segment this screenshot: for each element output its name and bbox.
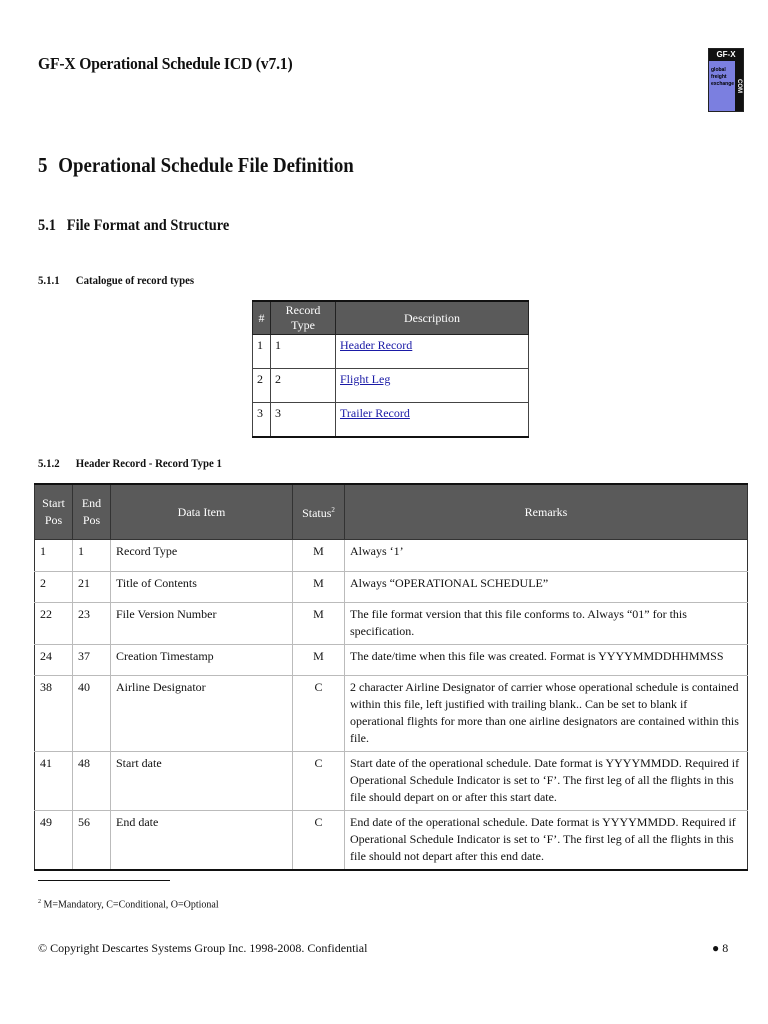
cell-description — [336, 335, 529, 369]
table-row — [35, 752, 748, 811]
page-number: ● 8 — [712, 941, 729, 955]
cell-status: C — [293, 676, 345, 752]
header-record-heading — [38, 456, 222, 471]
cell-end-pos: 23 — [73, 603, 111, 645]
section-number: 5 — [38, 153, 48, 177]
cell-start-pos: 24 — [35, 645, 73, 676]
cell-remarks: Always “OPERATIONAL SCHEDULE” — [345, 572, 748, 603]
cell-remarks: End date of the operational schedule. Date format is YYYYMMDD. Required if Operational Schedule Indicator is set to ‘F’. The first leg of all the flights in this file should not depart after this end date. — [345, 811, 748, 871]
gfx-logo — [708, 48, 744, 112]
cell-status: M — [293, 603, 345, 645]
cell-data-item: File Version Number — [111, 603, 293, 645]
footnote-marker: 2 — [38, 899, 41, 905]
column-header-status — [293, 484, 345, 540]
record-types-table — [252, 300, 529, 438]
column-header-number: # — [253, 301, 271, 335]
section-title: Operational Schedule File Definition — [58, 153, 354, 177]
cell-number: 1 — [253, 335, 271, 369]
table-row — [253, 403, 529, 438]
cell-record-type: 1 — [271, 335, 336, 369]
flight-leg-link[interactable]: Flight Leg — [340, 372, 391, 386]
cell-remarks: Start date of the operational schedule. Date format is YYYYMMDD. Required if Operational Schedule Indicator is set to ‘F’. The first leg of all the flights in this file should depart on or after this start date. — [345, 752, 748, 811]
logo-top-text: GF-X — [709, 49, 743, 61]
table-row — [35, 540, 748, 572]
cell-data-item: End date — [111, 811, 293, 871]
table-row — [253, 335, 529, 369]
cell-remarks: The file format version that this file conforms to. Always “01” for this specification. — [345, 603, 748, 645]
table-row — [35, 603, 748, 645]
table-header-row — [35, 484, 748, 540]
column-header-record-type: Record Type — [271, 301, 336, 335]
cell-data-item: Creation Timestamp — [111, 645, 293, 676]
cell-remarks: 2 character Airline Designator of carrier whose operational schedule is contained within this file, left justified with trailing blank.. Can be set to blank if operational flights for more than one airline designators are contained within this file. — [345, 676, 748, 752]
column-header-start-pos: Start Pos — [35, 484, 73, 540]
catalogue-heading — [38, 273, 194, 288]
cell-end-pos: 48 — [73, 752, 111, 811]
cell-number: 2 — [253, 369, 271, 403]
cell-end-pos: 37 — [73, 645, 111, 676]
cell-start-pos: 38 — [35, 676, 73, 752]
subsection-number: 5.1 — [38, 217, 56, 234]
cell-data-item: Airline Designator — [111, 676, 293, 752]
cell-description — [336, 369, 529, 403]
column-header-remarks: Remarks — [345, 484, 748, 540]
cell-number: 3 — [253, 403, 271, 438]
logo-line-3: exchange — [711, 81, 735, 87]
table-row — [35, 676, 748, 752]
table-row — [35, 645, 748, 676]
copyright-notice: © Copyright Descartes Systems Group Inc. 1998-2008. Confidential — [38, 941, 368, 955]
cell-data-item: Start date — [111, 752, 293, 811]
footnote-reference: 2 — [331, 506, 335, 514]
cell-start-pos: 41 — [35, 752, 73, 811]
subsection-heading — [38, 217, 229, 235]
header-record-title: Header Record - Record Type 1 — [75, 456, 222, 470]
catalogue-number: 5.1.1 — [38, 273, 60, 287]
logo-line-1: global — [711, 67, 726, 73]
footnote-text: M=Mandatory, C=Conditional, O=Optional — [43, 899, 219, 911]
table-row — [35, 572, 748, 603]
trailer-record-link[interactable]: Trailer Record — [340, 406, 410, 420]
subsection-title: File Format and Structure — [66, 217, 230, 234]
cell-record-type: 2 — [271, 369, 336, 403]
section-heading — [38, 153, 354, 178]
logo-line-2: freight — [711, 74, 727, 80]
logo-side-text: COM — [735, 61, 743, 111]
footnote — [38, 899, 219, 910]
cell-end-pos: 1 — [73, 540, 111, 572]
cell-start-pos: 1 — [35, 540, 73, 572]
cell-status: C — [293, 811, 345, 871]
cell-description — [336, 403, 529, 438]
column-header-description: Description — [336, 301, 529, 335]
footnote-separator — [38, 880, 170, 881]
cell-data-item: Record Type — [111, 540, 293, 572]
table-row — [253, 369, 529, 403]
catalogue-title: Catalogue of record types — [75, 273, 195, 287]
table-row — [35, 811, 748, 871]
cell-record-type: 3 — [271, 403, 336, 438]
cell-status: C — [293, 752, 345, 811]
header-record-table — [34, 483, 748, 871]
table-header-row — [253, 301, 529, 335]
cell-start-pos: 22 — [35, 603, 73, 645]
column-header-end-pos: End Pos — [73, 484, 111, 540]
column-header-data-item: Data Item — [111, 484, 293, 540]
cell-status: M — [293, 572, 345, 603]
cell-status: M — [293, 540, 345, 572]
header-record-link[interactable]: Header Record — [340, 338, 413, 352]
status-header-label: Status — [302, 506, 332, 520]
document-header-title: GF-X Operational Schedule ICD (v7.1) — [38, 54, 293, 73]
header-record-number: 5.1.2 — [38, 456, 60, 470]
cell-remarks: Always ‘1’ — [345, 540, 748, 572]
cell-status: M — [293, 645, 345, 676]
cell-end-pos: 21 — [73, 572, 111, 603]
cell-start-pos: 2 — [35, 572, 73, 603]
cell-remarks: The date/time when this file was created. Format is YYYYMMDDHHMMSS — [345, 645, 748, 676]
cell-data-item: Title of Contents — [111, 572, 293, 603]
cell-start-pos: 49 — [35, 811, 73, 871]
cell-end-pos: 40 — [73, 676, 111, 752]
cell-end-pos: 56 — [73, 811, 111, 871]
